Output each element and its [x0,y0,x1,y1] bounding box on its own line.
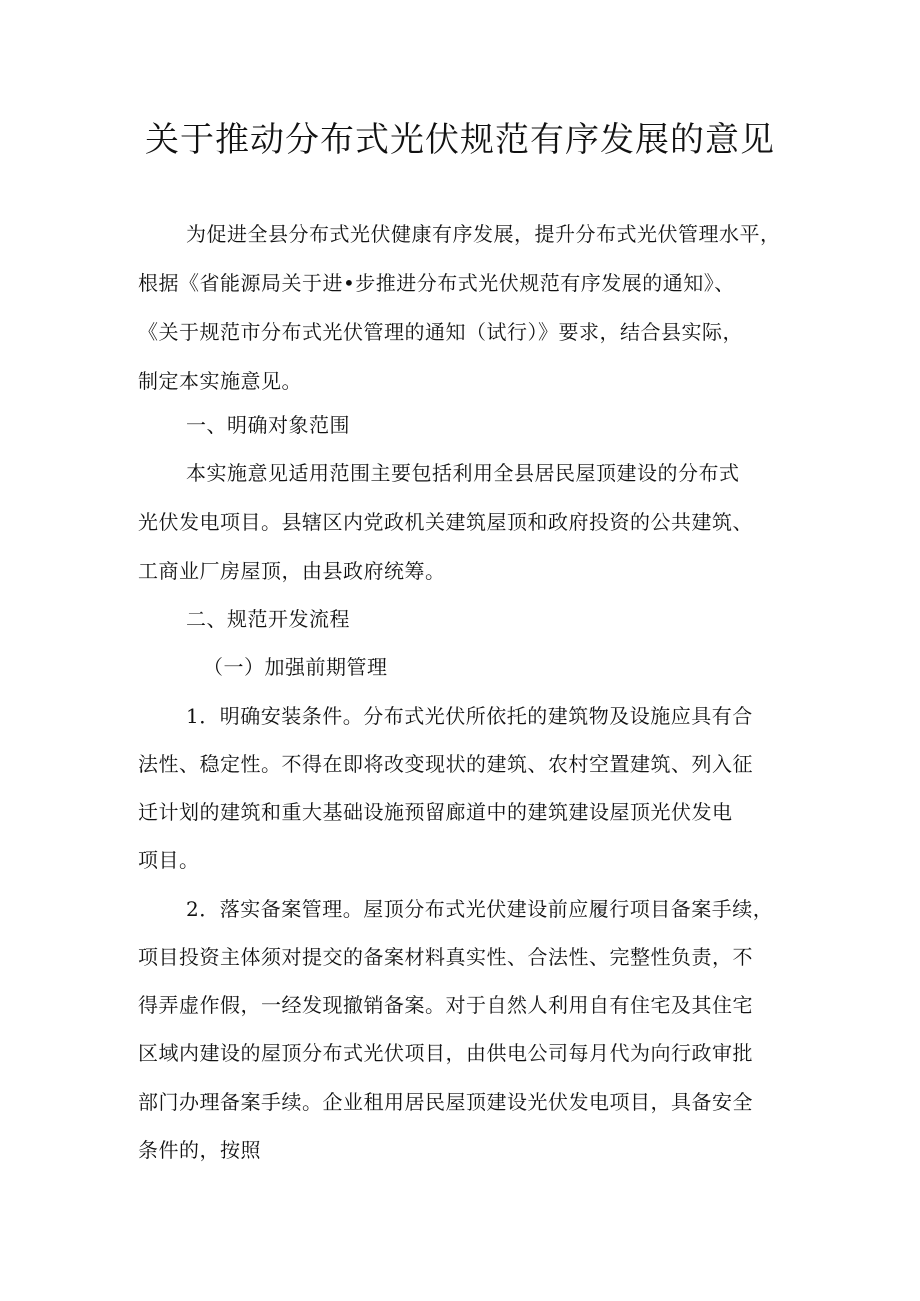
document-title: 关于推动分布式光伏规范有序发展的意见 [145,120,775,160]
paragraph-line: 光伏发电项目。县辖区内党政机关建筑屋顶和政府投资的公共建筑、 [138,510,753,534]
paragraph-line: 区域内建设的屋顶分布式光伏项目，由供电公司每月代为向行政审批 [138,1041,753,1065]
paragraph-line: 项目投资主体须对提交的备案材料真实性、合法性、完整性负责，不 [138,945,753,969]
paragraph-line: 为促进全县分布式光伏健康有序发展，提升分布式光伏管理水平， [186,222,781,246]
subsection-heading: （一）加强前期管理 [203,655,388,679]
paragraph-line: 项目。 [138,848,200,872]
section-heading: 一、明确对象范围 [186,413,350,437]
paragraph-line: 法性、稳定性。不得在即将改变现状的建筑、农村空置建筑、列入征 [138,752,753,776]
paragraph-line: 根据《省能源局关于进•步推进分布式光伏规范有序发展的通知》、 [138,271,735,295]
paragraph-line: 迁计划的建筑和重大基础设施预留廊道中的建筑建设屋顶光伏发电 [138,800,733,824]
paragraph-line: 1．明确安装条件。分布式光伏所依托的建筑物及设施应具有合 [186,704,753,728]
paragraph-line: 本实施意见适用范围主要包括利用全县居民屋顶建设的分布式 [186,461,740,485]
paragraph-line: 得弄虚作假，一经发现撤销备案。对于自然人利用自有住宅及其住宅 [138,993,753,1017]
paragraph-line: 条件的，按照 [138,1138,261,1162]
paragraph-line: 制定本实施意见。 [138,369,302,393]
paragraph-line: 部门办理备案手续。企业租用居民屋顶建设光伏发电项目，具备安全 [138,1090,753,1114]
paragraph-line: 工商业厂房屋顶，由县政府统筹。 [138,559,446,583]
paragraph-line: 《关于规范市分布式光伏管理的通知（试行）》要求，结合县实际， [138,320,743,344]
paragraph-line: 2．落实备案管理。屋顶分布式光伏建设前应履行项目备案手续， [186,897,774,921]
section-heading: 二、规范开发流程 [186,607,350,631]
